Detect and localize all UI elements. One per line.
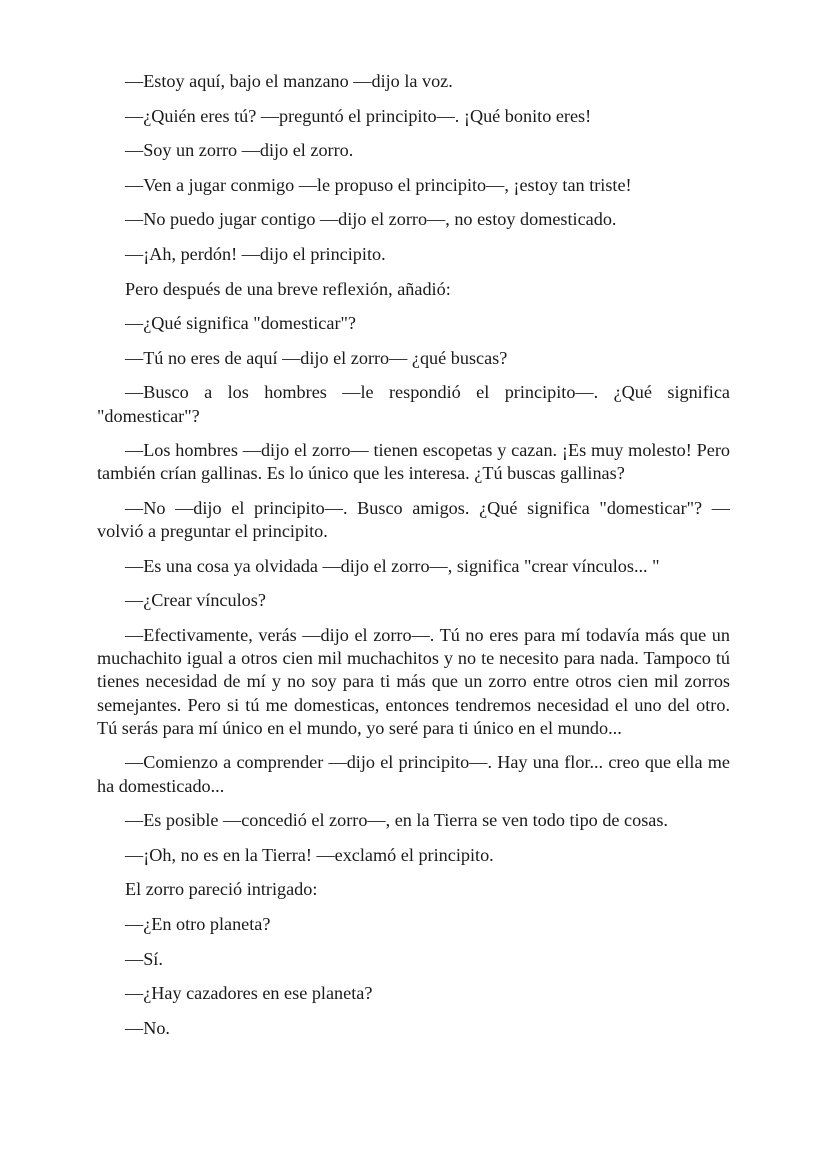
paragraph: Pero después de una breve reflexión, añadió: — [125, 278, 451, 299]
paragraph: —¡Ah, perdón! —dijo el principito. — [125, 243, 386, 264]
paragraph: —Comienzo a comprender —dijo el principito—. Hay una flor... creo que ella me ha domesticado... — [97, 752, 730, 796]
paragraph: —No —dijo el principito—. Busco amigos. ¿Qué significa "domesticar"? —volvió a preguntar el principito. — [97, 497, 730, 542]
paragraph: —Tú no eres de aquí —dijo el zorro— ¿qué buscas? — [125, 347, 508, 368]
paragraph: —Estoy aquí, bajo el manzano —dijo la voz. — [125, 71, 453, 91]
paragraph: —Ven a jugar conmigo —le propuso el principito—, ¡estoy tan triste! — [125, 174, 632, 195]
paragraph: El zorro pareció intrigado: — [125, 879, 318, 900]
document-page — [97, 70, 730, 1051]
paragraph: —Sí. — [125, 948, 163, 969]
paragraph: —Soy un zorro —dijo el zorro. — [125, 140, 354, 161]
paragraph: —¿Hay cazadores en ese planeta? — [125, 983, 373, 1004]
paragraph: —Efectivamente, verás —dijo el zorro—. Tú no eres para mí todavía más que un muchachito igual a otros cien mil muchachitos y no te necesito para nada. Tampoco tú tienes necesidad de mí y no soy para ti más que un zorro entre otros cien mil zorros semejantes. Pero si tú me domesticas, entonces tendremos necesidad el uno del otro. Tú serás para mí único en el mundo, yo seré para ti único en el mundo... — [97, 624, 730, 738]
paragraph: —Es posible —concedió el zorro—, en la Tierra se ven todo tipo de cosas. — [125, 810, 668, 831]
paragraph: —¿Crear vínculos? — [125, 590, 266, 611]
paragraph: —Los hombres —dijo el zorro— tienen escopetas y cazan. ¡Es muy molesto! Pero también crían gallinas. Es lo único que les interesa. ¿Tú buscas gallinas? — [97, 440, 730, 484]
paragraph: —No puedo jugar contigo —dijo el zorro—, no estoy domesticado. — [125, 209, 617, 230]
paragraph: —No. — [125, 1017, 170, 1038]
paragraph: —¿Qué significa "domesticar"? — [125, 313, 356, 334]
paragraph: —¿Quién eres tú? —preguntó el principito—. ¡Qué bonito eres! — [125, 105, 592, 126]
paragraph: —Busco a los hombres —le respondió el principito—. ¿Qué significa "domesticar"? — [97, 382, 730, 426]
paragraph: —Es una cosa ya olvidada —dijo el zorro—, significa "crear vínculos... " — [125, 555, 660, 576]
paragraph: —¡Oh, no es en la Tierra! —exclamó el principito. — [125, 844, 494, 865]
paragraph: —¿En otro planeta? — [125, 913, 271, 934]
